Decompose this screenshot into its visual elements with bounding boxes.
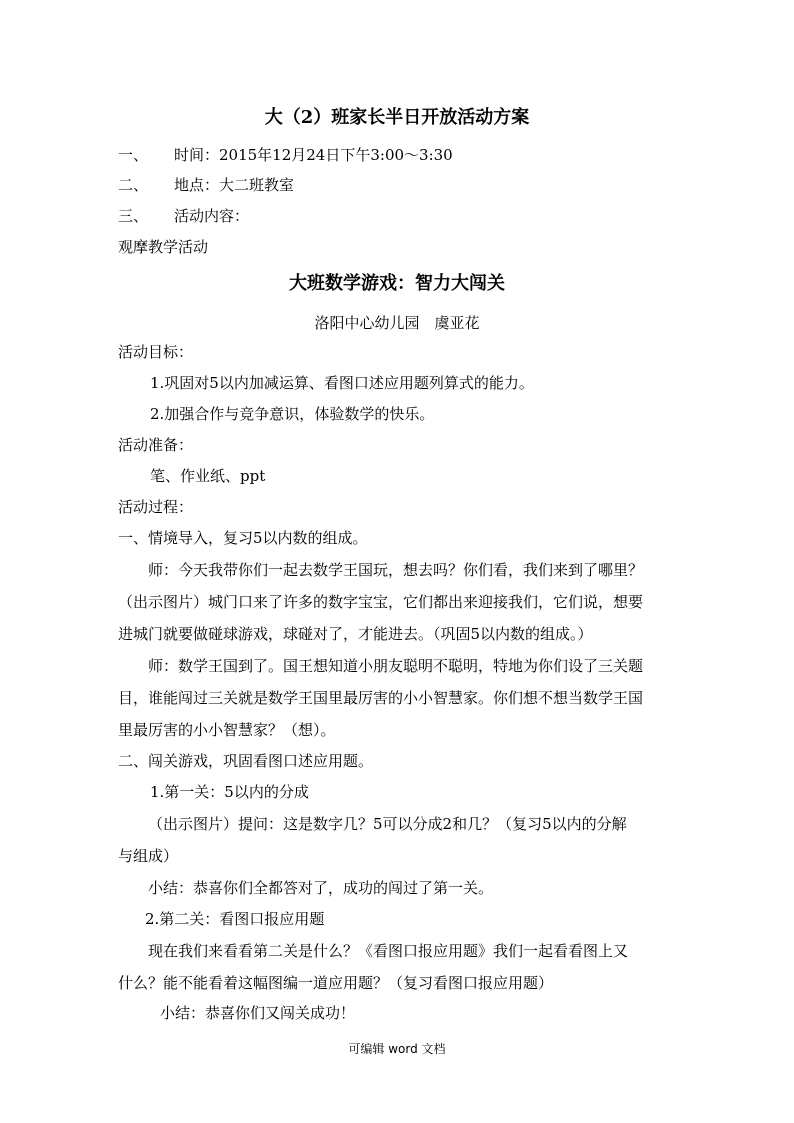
goal-item: 2.加强合作与竞争意识，体验数学的快乐。 <box>150 405 435 423</box>
goal-item: 1.巩固对5以内加减运算、看图口述应用题列算式的能力。 <box>150 374 534 392</box>
info-location <box>118 175 688 195</box>
level-heading: 1.第一关：5以内的分成 <box>150 783 309 801</box>
summary-line: 小结：恭喜你们又闯关成功！ <box>160 1004 356 1022</box>
section-label: 观摩教学活动 <box>118 238 209 256</box>
info-text: 时间：2015年12月24日下午3:00～3:30 <box>174 146 453 164</box>
info-text: 活动内容： <box>174 207 250 225</box>
level-heading: 2.第二关：看图口报应用题 <box>145 910 325 928</box>
info-text: 地点：大二班教室 <box>174 176 295 194</box>
paragraph-line: 师：数学王国到了。国王想知道小朋友聪明不聪明，特地为你们设了三关题 <box>148 657 644 675</box>
paragraph-line: 什么？能不能看着这幅图编一道应用题？（复习看图口报应用题） <box>118 974 554 992</box>
prep-items: 笔、作业纸、ppt <box>150 467 266 485</box>
info-time <box>118 145 688 165</box>
info-content <box>118 206 688 226</box>
paragraph-line: 进城门就要做碰球游戏，球碰对了，才能进去。（巩固5以内数的组成。） <box>118 625 593 643</box>
paragraph-line: 现在我们来看看第二关是什么？《看图口报应用题》我们一起看看图上又 <box>148 942 629 960</box>
paragraph-line: 里最厉害的小小智慧家？（想）。 <box>118 721 336 739</box>
process-heading: 活动过程： <box>118 498 194 516</box>
info-number: 三、 <box>118 207 149 225</box>
paragraph-line: 师：今天我带你们一起去数学王国玩，想去吗？你们看，我们来到了哪里？ <box>148 561 644 579</box>
paragraph-line: （出示图片）城门口来了许多的数字宝宝，它们都出来迎接我们，它们说，想要 <box>118 593 644 611</box>
lesson-author: 洛阳中心幼儿园 虞亚花 <box>314 314 480 332</box>
paragraph-line: 与组成） <box>118 847 179 865</box>
prep-heading: 活动准备： <box>118 436 194 454</box>
summary-line: 小结：恭喜你们全都答对了，成功的闯过了第一关。 <box>148 879 494 897</box>
paragraph-line: 目，谁能闯过三关就是数学王国里最厉害的小小智慧家。你们想不想当数学王国 <box>118 689 644 707</box>
step-heading: 二、闯关游戏，巩固看图口述应用题。 <box>118 752 374 770</box>
step-heading: 一、情境导入，复习5以内数的组成。 <box>118 529 368 547</box>
info-number: 二、 <box>118 176 149 194</box>
info-number: 一、 <box>118 146 149 164</box>
page-footer: 可编辑 word 文档 <box>348 1042 446 1056</box>
goals-heading: 活动目标： <box>118 343 194 361</box>
lesson-title: 大班数学游戏：智力大闯关 <box>289 273 505 294</box>
paragraph-line: （出示图片）提问：这是数字几？5可以分成2和几？（复习5以内的分解 <box>148 815 627 833</box>
document-title: 大（2）班家长半日开放活动方案 <box>264 107 530 128</box>
